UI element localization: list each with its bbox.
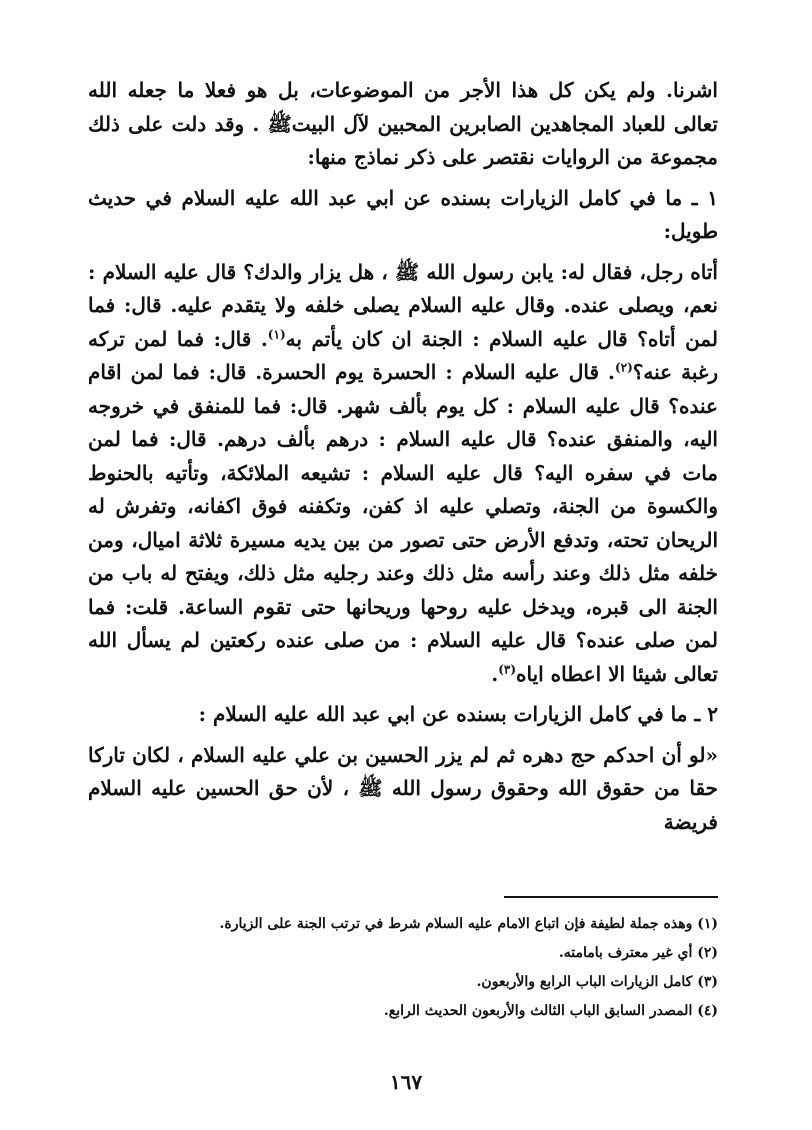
paragraph-3 bbox=[88, 256, 718, 692]
footnote-ref-1: (١) bbox=[267, 326, 286, 341]
paragraph-1: اشرنا. ولم يكن كل هذا الأجر من الموضوعات، بل هو فعلا ما جعله الله تعالى للعباد المجاهدين الصابرين المحبين لآل البيتﷺ . وقد دلت على ذلك مجموعة من الروايات نقتصر على ذكر نماذج منها: bbox=[88, 78, 718, 169]
footnote-2: (٢) أي غير معترف بامامته. bbox=[558, 945, 718, 961]
footnote-ref-2: (٢) bbox=[614, 360, 633, 375]
footnote-divider bbox=[504, 896, 718, 898]
paragraph-2: ١ ـ ما في كامل الزيارات بسنده عن ابي عبد الله عليه السلام في حديث طويل: bbox=[88, 185, 718, 243]
paragraph-3-part-1: أتاه رجل، فقال له: يابن رسول الله ﷺ ، هل يزار والدك؟ قال عليه السلام : نعم، ويصلى عنده. وقال عليه السلام يصلى خلفه ولا يتقدم عليه. قال: فما لمن أتاه؟ قال عليه السلام : الجنة ان كان يأتم به bbox=[88, 259, 718, 351]
footnote-1: (١) وهذه جملة لطيفة فإن اتباع الامام عليه السلام شرط في ترتب الجنة على الزيارة. bbox=[219, 916, 718, 932]
paragraph-5: «لو أن احدكم حج دهره ثم لم يزر الحسين بن علي عليه السلام ، لكان تاركا حقا من حقوق الله وحقوق رسول الله ﷺ ، لأن حق الحسين عليه السلام فريضة bbox=[88, 742, 718, 834]
body-text bbox=[88, 74, 718, 846]
paragraph-4: ٢ ـ ما في كامل الزيارات بسنده عن ابي عبد الله عليه السلام : bbox=[198, 702, 718, 726]
footnote-4: (٤) المصدر السابق الباب الثالث والأربعون الحديث الرابع. bbox=[383, 1003, 718, 1019]
paragraph-3-part-3: . قال عليه السلام : الحسرة يوم الحسرة. قال: فما لمن اقام عنده؟ قال عليه السلام : كل يوم بألف شهر. قال: فما للمنفق في خروجه اليه، والمنفق عنده؟ قال عليه السلام : درهم بألف درهم. قال: فما لمن مات في سفره اليه؟ قال عليه السلام : تشيعه الملائكة، وتأتيه بالحنوط والكسوة من الجنة، وتصلي عليه اذ كفن، وتكفنه فوق اكفانه، وتفرش له الريحان تحته، وتدفع الأرض حتى تصور من بين يديه مسيرة ثلاثة اميال، ومن خلفه مثل ذلك وعند رأسه مثل ذلك وعند رجليه مثل ذلك، ويفتح له باب من الجنة الى قبره، ويدخل عليه روحها وريحانها حتى تقوم الساعة. قلت: فما لمن صلى عنده؟ قال عليه السلام : من صلى عنده ركعتين لم يسأل الله تعالى شيئا الا اعطاه اياه bbox=[88, 360, 718, 686]
paragraph-3-end: . bbox=[491, 661, 499, 686]
footnotes bbox=[88, 910, 718, 1026]
paragraph-3-part-2: . قال: فما لمن تركه رغبة عنه؟ bbox=[88, 326, 718, 384]
footnote-ref-3: (٣) bbox=[498, 661, 517, 676]
footnote-3: (٣) كامل الزيارات الباب الرابع والأربعون. bbox=[476, 974, 718, 990]
page-number: ١٦٧ bbox=[389, 1070, 423, 1094]
